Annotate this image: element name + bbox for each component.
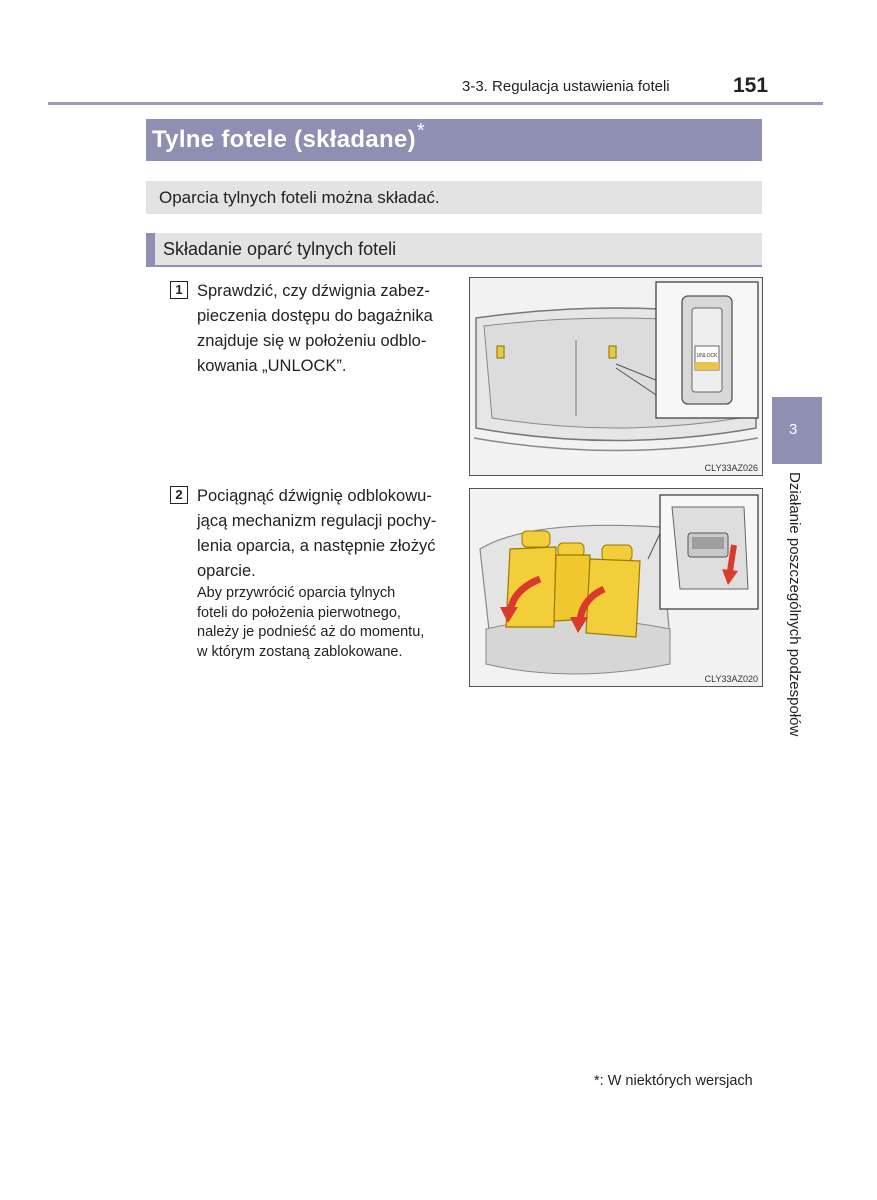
- seat-illustration: [470, 489, 762, 686]
- step-1-line: pieczenia dostępu do bagażnika: [197, 307, 433, 325]
- step-2-line: Pociągnąć dźwignię odblokowu-: [197, 487, 432, 505]
- header-section-title: 3-3. Regulacja ustawienia foteli: [462, 78, 670, 95]
- figure-code: CLY33AZ026: [704, 463, 758, 473]
- step-1-line: znajduje się w położeniu odblo-: [197, 332, 427, 350]
- seat-fold-figure: [469, 488, 763, 687]
- note-line: w którym zostaną zablokowane.: [197, 643, 403, 660]
- note-line: Aby przywrócić oparcia tylnych: [197, 585, 396, 601]
- step-2-line: jącą mechanizm regulacji pochy-: [197, 512, 437, 530]
- title-asterisk: *: [416, 120, 425, 142]
- trunk-unlock-figure: [469, 277, 763, 476]
- unlock-switch-label: UNLOCK: [696, 353, 718, 359]
- intro-text: Oparcia tylnych foteli można składać.: [146, 181, 762, 214]
- figure-code: CLY33AZ020: [704, 674, 758, 684]
- note-line: foteli do położenia pierwotnego,: [197, 604, 401, 621]
- step-1-line: kowania „UNLOCK”.: [197, 357, 347, 375]
- step-2-note: [197, 584, 453, 662]
- chapter-label: Działanie poszczególnych podzespołów: [786, 472, 803, 737]
- page-number: 151: [733, 74, 769, 97]
- subsection-heading: Składanie oparć tylnych foteli: [146, 233, 762, 266]
- step-1-number: 1: [170, 281, 188, 299]
- step-1-text: [197, 279, 453, 379]
- subsection-underline: [146, 265, 762, 267]
- chapter-tab[interactable]: 3: [772, 397, 822, 464]
- step-2-number: 2: [170, 486, 188, 504]
- page-title: Tylne fotele (składane): [152, 126, 416, 153]
- step-2-text: [197, 484, 453, 584]
- step-2-line: lenia oparcia, a następnie złożyć: [197, 537, 436, 555]
- note-line: należy je podnieść aż do momentu,: [197, 624, 425, 640]
- step-2-line: oparcie.: [197, 562, 256, 580]
- title-bar: [146, 119, 762, 161]
- header-rule: [48, 102, 823, 105]
- trunk-illustration: [470, 278, 762, 475]
- step-1-line: Sprawdzić, czy dźwignia zabez-: [197, 282, 430, 300]
- footnote: *: W niektórych wersjach: [594, 1073, 753, 1089]
